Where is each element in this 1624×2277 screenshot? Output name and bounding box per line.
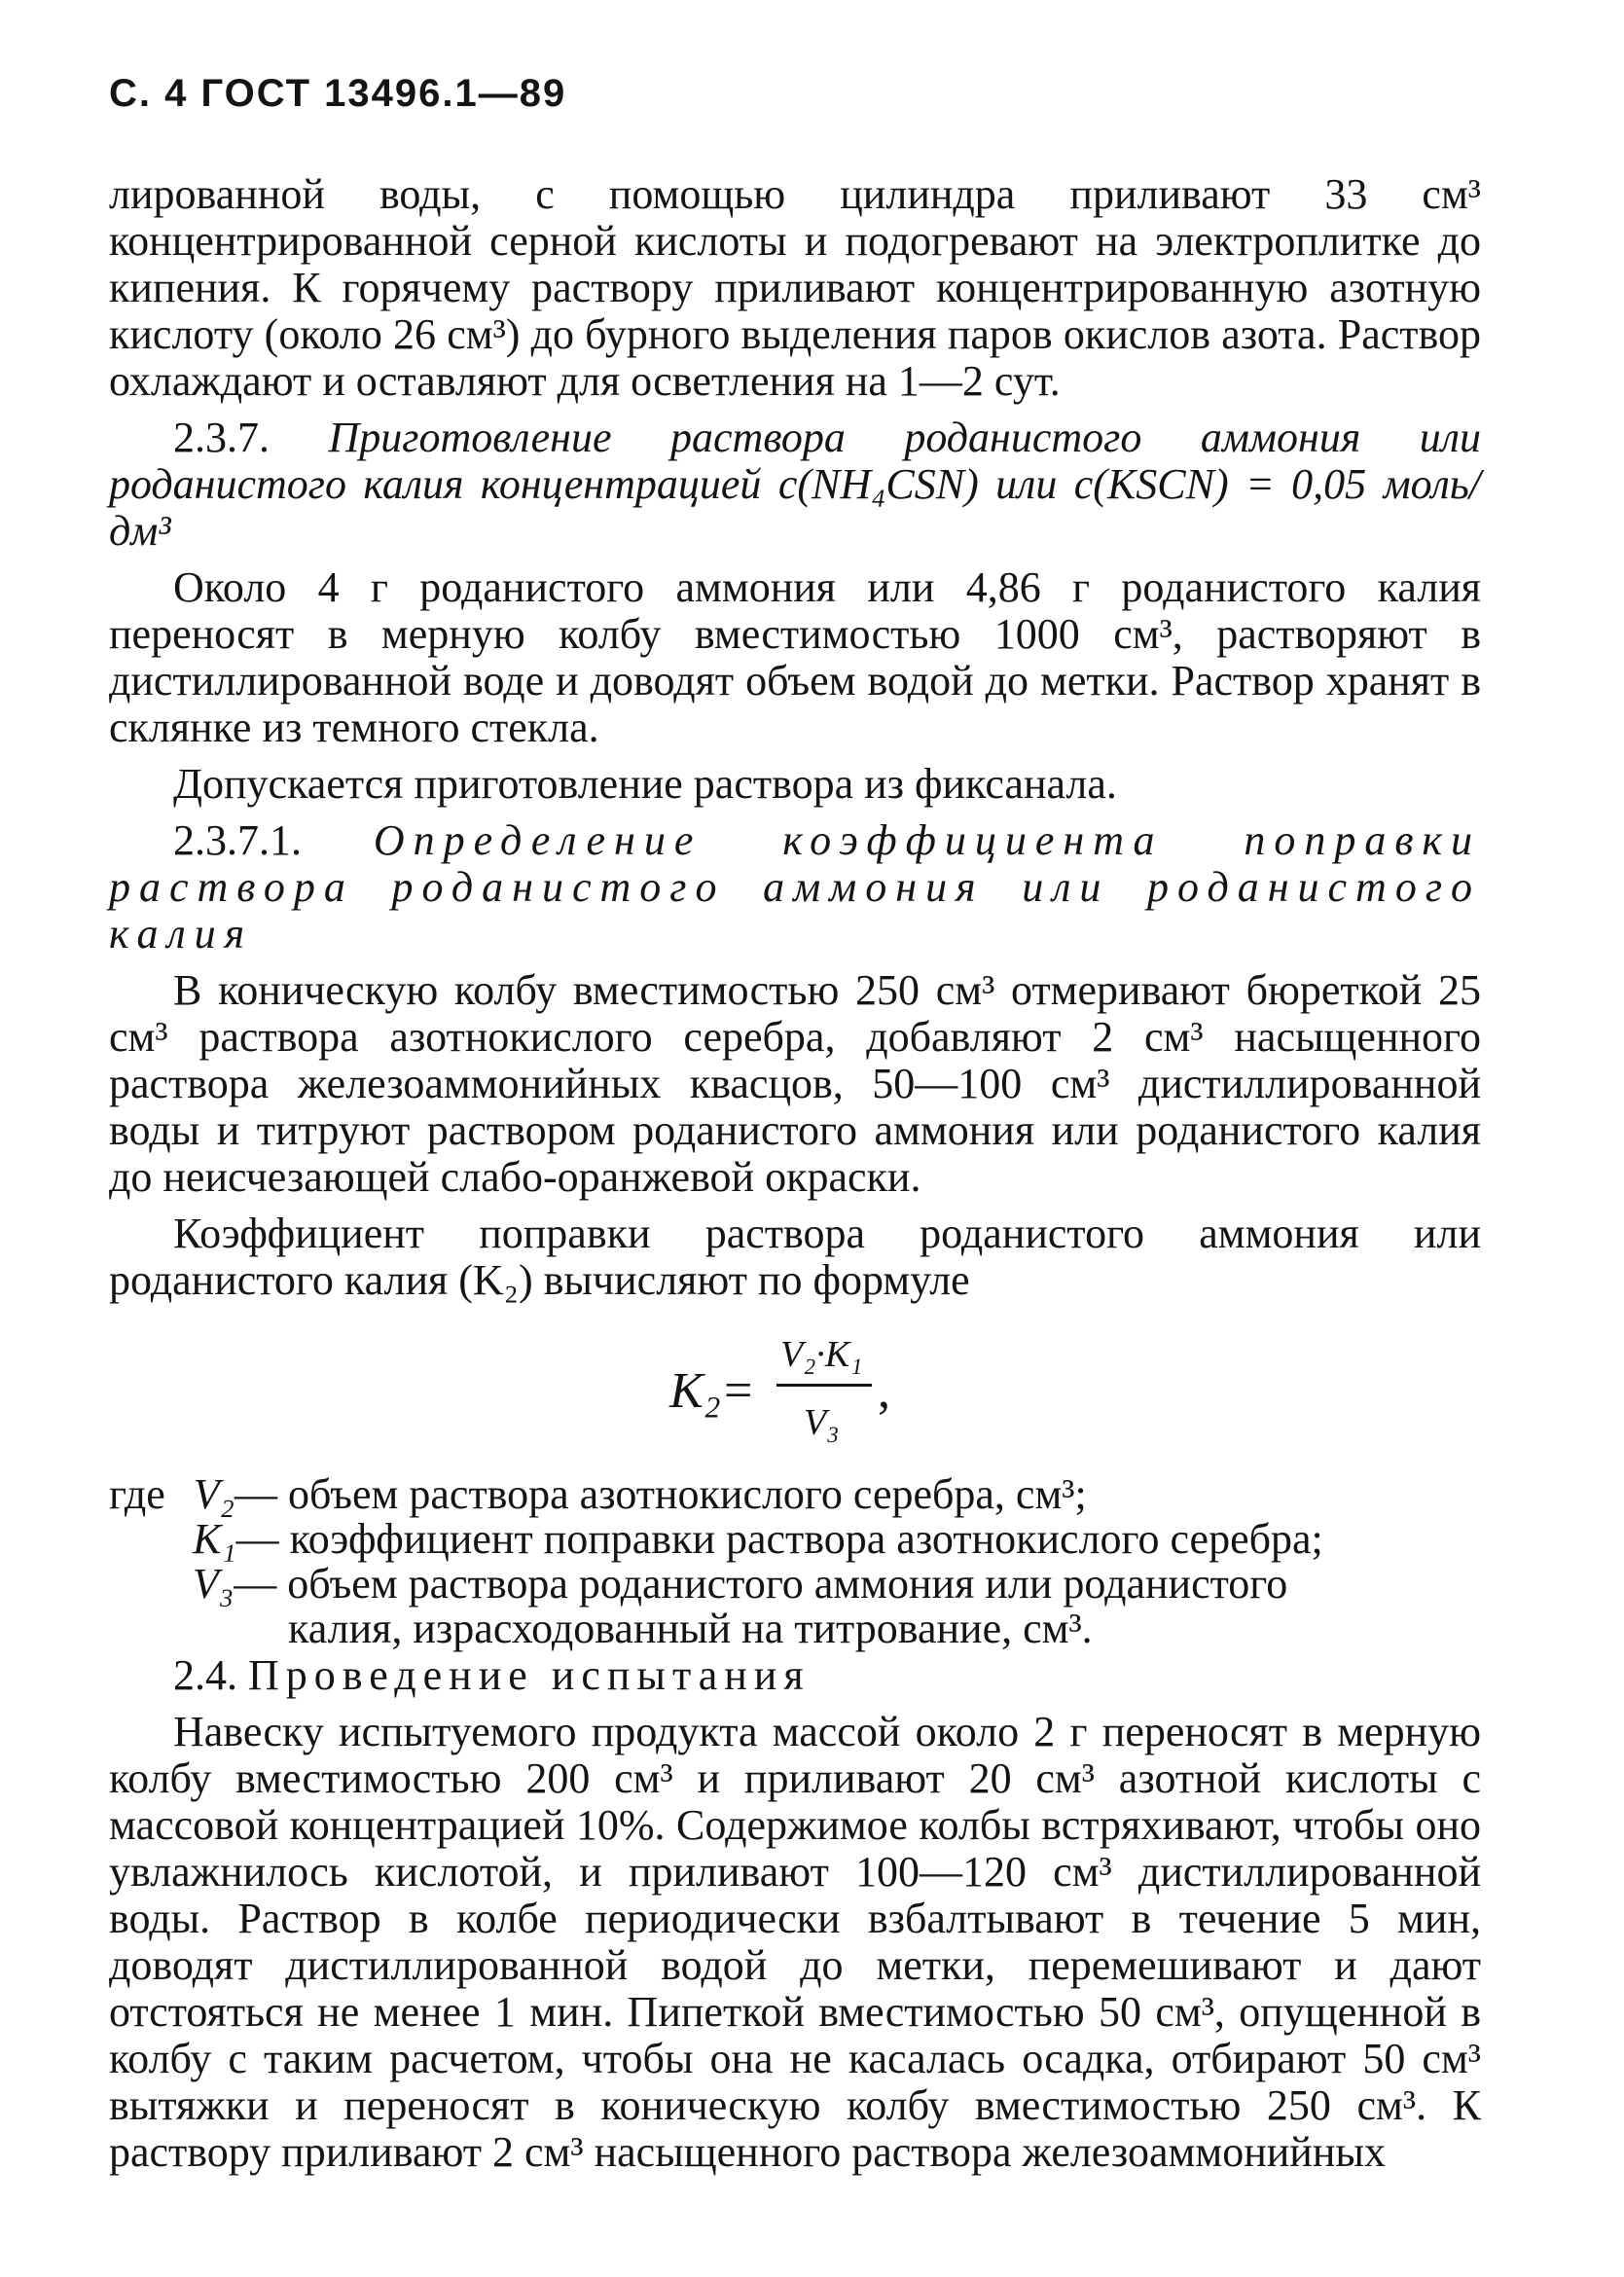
paragraph-fixanal: Допускается приготовление раствора из фиксанала. (173, 760, 1117, 808)
formula-numerator: V₂·K₁ (780, 1334, 863, 1375)
paragraph-coefficient: Коэффициент поправки раствора роданистого аммония или роданистого калия (K₂) вычисляют по формуле (109, 1210, 1481, 1304)
legend-text: — коэффициент поправки раствора азотнокислого серебра; (235, 1515, 1323, 1563)
paragraph-preparation: Около 4 г роданистого аммония или 4,86 г роданистого калия переносят в мерную колбу вместимостью 1000 см³, растворяют в дистиллированной воде и доводят объем водой до метки. Раствор хранят в склянке из темного стекла. (109, 563, 1481, 751)
paragraph-titration: В коническую колбу вместимостью 250 см³ отмеривают бюреткой 25 см³ раствора азотнокислого серебра, добавляют 2 см³ насыщенного раствора железоаммонийных квасцов, 50—100 см³ дистиллированной воды и титруют раствором роданистого аммония или роданистого калия до неисчезающей слабо-оранжевой окраски. (109, 966, 1481, 1201)
legend-row (109, 1471, 1087, 1518)
legend-row (193, 1516, 1323, 1563)
paragraph-procedure: Навеску испытуемого продукта массой около 2 г переносят в мерную колбу вместимостью 200 см³ и приливают 20 см³ азотной кислоты с массовой концентрацией 10%. Содержимое колбы встряхивают, чтобы оно увлажнилось кислотой, и приливают 100—120 см³ дистиллированной воды. Раствор в колбе периодически взбалтывают в течение 5 мин, доводят дистиллированной водой до метки, перемешивают и дают отстояться не менее 1 мин. Пипеткой вместимостью 50 см³, опущенной в колбу с таким расчетом, чтобы она не касалась осадка, отбирают 50 см³ вытяжки и переносят в коническую колбу вместимостью 250 см³. К раствору приливают 2 см³ насыщенного раствора железоаммонийных (109, 1708, 1481, 2176)
formula-lhs: K₂= (669, 1363, 755, 1419)
paragraph-continuation: лированной воды, с помощью цилиндра приливают 33 см³ концентрированной серной кислоты и подогревают на электроплитке до кипения. К горячему раствору приливают концентрированную азотную кислоту (около 26 см³) до бурного выделения паров окислов азота. Раствор охлаждают и оставляют для осветления на 1—2 сут. (109, 170, 1481, 405)
section-2-4-heading (109, 1652, 1481, 1699)
legend-text: — объем раствора азотнокислого серебра, см³; (234, 1470, 1087, 1518)
section-number: 2.3.7. (173, 414, 270, 461)
formula-k2 (109, 1318, 1481, 1464)
page-header: С. 4 ГОСТ 13496.1—89 (109, 72, 567, 115)
section-title: Определение коэффициента поправки раствора роданистого аммония или роданистого калия (109, 816, 1481, 958)
legend-symbol: V₃ (193, 1560, 235, 1608)
section-number: 2.3.7.1. (173, 816, 302, 864)
document-body (109, 171, 1481, 2176)
formula-comma: , (878, 1363, 890, 1419)
legend-symbol: V₂ (193, 1470, 235, 1518)
section-2-3-7-heading (109, 415, 1481, 555)
legend-continuation: калия, израсходованный на титрование, см³. (288, 1605, 1093, 1652)
section-title: Проведение испытания (248, 1651, 811, 1699)
legend-text: — объем раствора роданистого аммония или роданистого (234, 1560, 1288, 1608)
formula-denominator: V₃ (804, 1402, 840, 1443)
legend-symbol: K₁ (193, 1515, 236, 1563)
section-number: 2.4. (173, 1651, 237, 1699)
variable-legend (109, 1471, 1481, 1652)
fraction-bar (776, 1384, 872, 1387)
section-title: Приготовление раствора роданистого аммония или роданистого калия концентрацией c(NH₄CSN) или c(KSCN) = 0,05 моль/дм³ (109, 414, 1481, 555)
legend-row (193, 1561, 1287, 1608)
legend-intro: где (109, 1470, 165, 1518)
section-2-3-7-1-heading (109, 817, 1481, 958)
